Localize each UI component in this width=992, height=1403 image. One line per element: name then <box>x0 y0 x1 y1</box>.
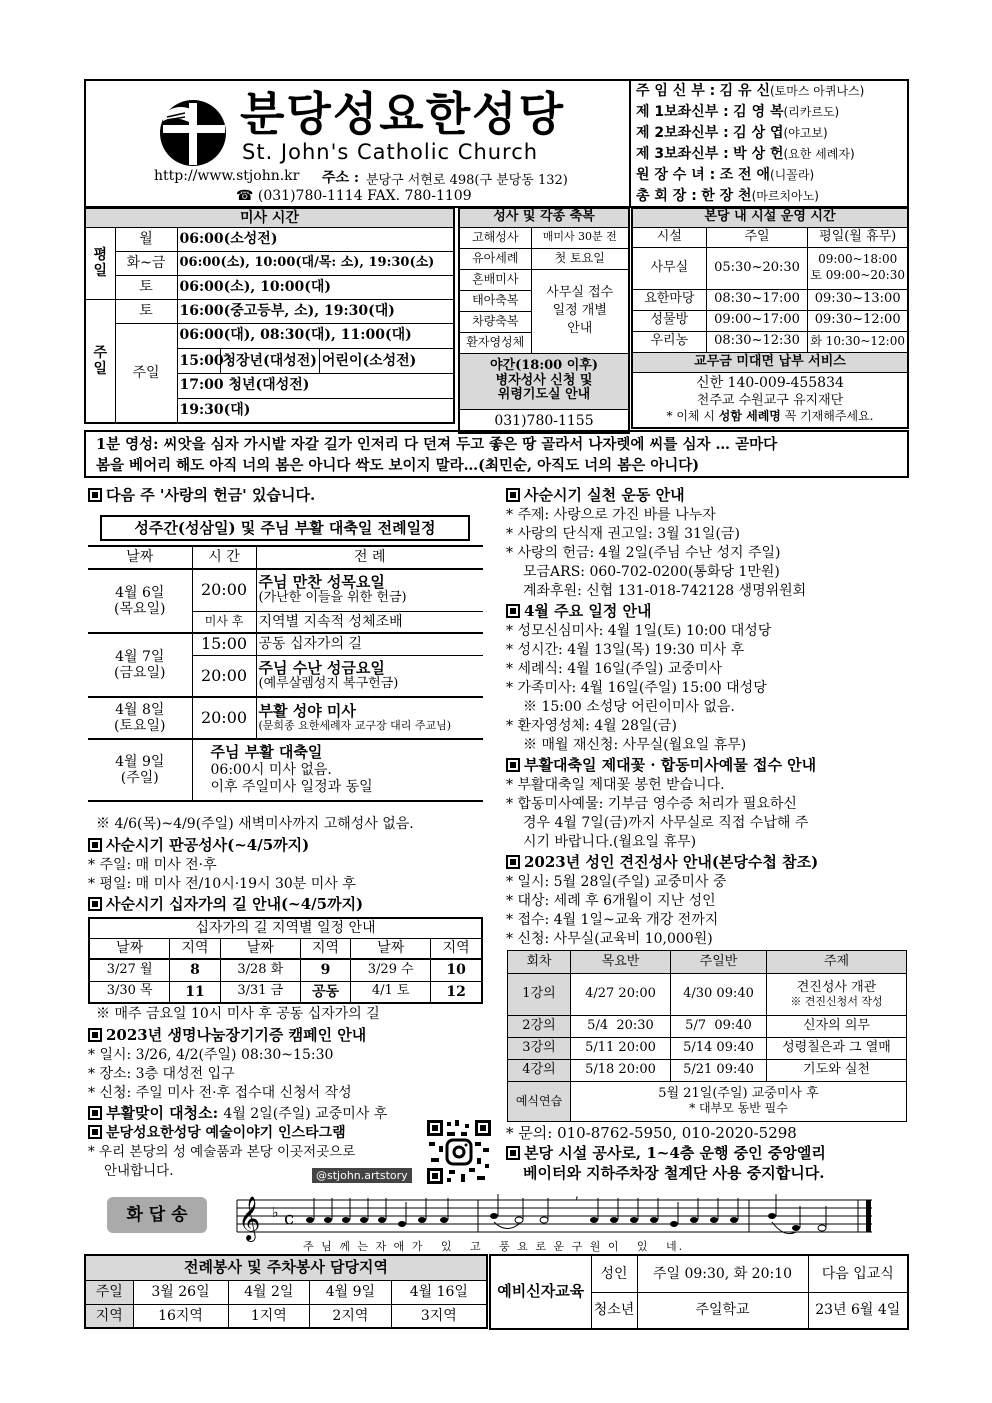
holy-date: 4월 9일 (주일) <box>88 739 192 801</box>
education-table <box>489 1254 909 1330</box>
spiritual-box <box>84 430 909 478</box>
service-cell: 2지역 <box>310 1304 392 1328</box>
sacrament-item: 고해성사 <box>459 227 531 248</box>
flower-line: * 부활대축일 제대꽃 봉헌 받습니다. <box>506 777 725 793</box>
conf-header: 목요반 <box>571 951 671 974</box>
facility-sun: 08:30~12:30 <box>706 331 808 352</box>
facility-name: 요한마당 <box>632 289 706 310</box>
cross-table <box>88 917 483 1004</box>
confirmation-line: * 일시: 5월 28일(주일) 교중미사 중 <box>506 874 727 890</box>
conf-cell: 견진성사 개관 ※ 견진신청서 작성 <box>767 974 907 1016</box>
section-icon <box>506 855 520 869</box>
section-icon <box>506 1146 520 1160</box>
church-title: 분당성요한성당 <box>240 87 566 141</box>
facility-week: 09:30~12:00 <box>808 310 908 331</box>
contact-line: * 문의: 010-8762-5950, 010-2020-5298 <box>506 1124 797 1142</box>
section-icon <box>88 1028 102 1042</box>
facility-week: 화 10:30~12:00 <box>808 331 908 352</box>
organ-line: * 신청: 주일 미사 전·후 접수대 신청서 작성 <box>88 1085 352 1101</box>
svg-text:♭: ♭ <box>272 1205 279 1221</box>
qr-code-icon[interactable] <box>425 1118 493 1186</box>
day-cell: 월 <box>115 227 177 251</box>
section-icon <box>88 488 102 502</box>
edu-cell: 23년 6월 4일 <box>808 1292 908 1329</box>
svg-text:c: c <box>284 1208 295 1229</box>
section-icon <box>88 897 102 911</box>
staff-row: 총 회 장 : 한 장 천(마르치아노) <box>636 188 819 204</box>
notice-title: 본당 시설 공사로, 1~4층 운행 중인 중앙엘리 <box>506 1144 826 1163</box>
sacrament-detail: 매미사 30분 전 <box>531 227 629 248</box>
staff-row: 제 3보좌신부 : 박 상 헌(요한 세례자) <box>636 146 855 162</box>
sacrament-item: 태아축복 <box>459 290 531 311</box>
cross-title: 사순시기 십자가의 길 안내(~4/5까지) <box>88 895 363 914</box>
confirmation-title: 2023년 성인 견진성사 안내(본당수첩 참조) <box>506 853 818 872</box>
staff-row: 제 2보좌신부 : 김 상 엽(야고보) <box>636 125 828 141</box>
organ-title: 2023년 생명나눔장기기증 캠페인 안내 <box>88 1026 366 1045</box>
april-line: ※ 15:00 소성당 어린이미사 없음. <box>523 699 735 715</box>
service-title: 전례봉사 및 주차봉사 담당지역 <box>85 1255 487 1280</box>
church-subtitle: St. John's Catholic Church <box>242 140 539 164</box>
time-cell: 16:00(중고등부, 소), 19:30(대) <box>177 299 454 323</box>
confirmation-line: * 대상: 세례 후 6개월이 지난 성인 <box>506 893 716 909</box>
flower-line: * 합동미사예물: 기부금 영수증 처리가 필요하신 <box>506 796 797 812</box>
lent-line: * 사랑의 헌금: 4월 2일(주님 수난 성지 주일) <box>506 545 781 561</box>
service-cell: 지역 <box>85 1304 133 1328</box>
holy-liturgy: 주님 수난 성금요일 (예루살렘성지 복구헌금) <box>256 655 483 697</box>
holy-time: 20:00 <box>192 697 256 739</box>
svg-text:,: , <box>575 1190 579 1201</box>
cross-cell: 10 <box>431 959 482 981</box>
lent-line: * 사랑의 단식재 권고일: 3월 31일(금) <box>506 526 740 542</box>
cross-sub: 십자가의 길 지역별 일정 안내 <box>89 918 482 938</box>
edu-cell: 청소년 <box>591 1292 637 1329</box>
facilities-title: 본당 내 시설 운영 시간 <box>632 208 908 227</box>
holy-header: 시 간 <box>192 546 256 569</box>
organ-line: * 장소: 3층 대성전 입구 <box>88 1066 235 1082</box>
mass-title: 미사 시간 <box>85 208 454 227</box>
url-link[interactable]: http://www.stjohn.kr <box>154 168 300 184</box>
svg-text:𝄞: 𝄞 <box>238 1196 261 1240</box>
confirmation-line: * 접수: 4월 1일~교육 개강 전까지 <box>506 912 719 928</box>
april-line: * 성시간: 4월 13일(목) 19:30 미사 후 <box>506 642 745 658</box>
service-cell: 주일 <box>85 1280 133 1304</box>
staff-row: 원 장 수 녀 : 조 전 애(니꼴라) <box>636 167 815 183</box>
donation-note: * 이체 시 성함 세례명 꼭 기재해주세요. <box>666 409 874 424</box>
holy-week-title: 성주간(성삼일) 및 주님 부활 대축일 전례일정 <box>100 515 470 541</box>
cross-header: 지역 <box>170 938 220 959</box>
holy-time: 15:00 <box>192 633 256 655</box>
conf-header: 회차 <box>508 951 571 974</box>
time-cell: 06:00(소성전) <box>177 227 454 251</box>
holy-header: 날짜 <box>88 546 192 569</box>
easter-cleaning: 부활맞이 대청소: 4월 2일(주일) 교중미사 후 <box>88 1104 387 1124</box>
time-cell: 19:30(대) <box>177 398 454 423</box>
cross-header: 지역 <box>300 938 350 959</box>
address-label: 주소 : <box>322 170 360 186</box>
cross-cell: 8 <box>170 959 220 981</box>
conf-header: 주제 <box>767 951 907 974</box>
service-cell: 3지역 <box>391 1304 487 1328</box>
cross-cell: 3/28 화 <box>220 959 300 981</box>
conf-cell: 신자의 의무 <box>767 1016 907 1038</box>
time-cell: 15:00청장년(대성전) 어린이(소성전) <box>177 348 454 373</box>
service-cell: 1지역 <box>228 1304 310 1328</box>
service-cell: 4월 16일 <box>391 1280 487 1304</box>
facility-week: 09:30~13:00 <box>808 289 908 310</box>
flower-title: 부활대축일 제대꽃 · 합동미사예물 접수 안내 <box>506 756 816 775</box>
donation-info <box>632 372 908 428</box>
holy-header: 전 례 <box>256 546 483 569</box>
april-line: * 환자영성체: 4월 28일(금) <box>506 718 677 734</box>
conf-cell: 2강의 <box>508 1016 571 1038</box>
conf-cell: 1강의 <box>508 974 571 1016</box>
conf-cell: 3강의 <box>508 1038 571 1060</box>
cross-cell: 3/27 월 <box>89 959 170 981</box>
sacraments-table <box>458 207 630 434</box>
holy-time: 미사 후 <box>192 611 256 633</box>
cross-cell: 공동 <box>300 981 350 1003</box>
flower-line: 시기 바랍니다.(월요일 휴무) <box>523 834 697 850</box>
church-logo-icon <box>155 95 230 170</box>
day-cell: 토 <box>115 299 177 323</box>
facility-sun: 09:00~17:00 <box>706 310 808 331</box>
conf-cell: 4/30 09:40 <box>671 974 767 1016</box>
holy-date: 4월 7일 (금요일) <box>88 633 192 697</box>
sacrament-detail: 사무실 접수 일정 개별 안내 <box>531 269 629 353</box>
cross-cell: 3/30 목 <box>89 981 170 1003</box>
holy-week-table <box>88 545 483 802</box>
staff-row: 제 1보좌신부 : 김 영 복(리카르도) <box>636 104 840 120</box>
cross-cell: 12 <box>431 981 482 1003</box>
conf-cell: 4강의 <box>508 1060 571 1082</box>
cross-note: ※ 매주 금요일 10시 미사 후 공동 십자가의 길 <box>96 1006 380 1022</box>
address: 분당구 서현로 498(구 분당동 132) <box>366 173 568 188</box>
time-cell: 17:00 청년(대성전) <box>177 373 454 398</box>
bank-account: 신한 140-009-455834 <box>696 375 844 392</box>
time-cell: 06:00(소), 10:00(대) <box>177 275 454 299</box>
section-icon <box>88 1106 102 1120</box>
insta-handle[interactable]: @stjohn.artstory <box>312 1168 412 1183</box>
cross-header: 날짜 <box>220 938 300 959</box>
holy-time: 20:00 <box>192 569 256 611</box>
cross-cell: 11 <box>170 981 220 1003</box>
facility-header: 주일 <box>706 227 808 247</box>
weekday-label: 평 일 <box>85 227 115 299</box>
hymn-lyrics: 주 님 께 는 자 애 가 있 고 풍 요 로 운 구 원 이 있 네. <box>303 1240 685 1253</box>
insta-line: 안내합니다. <box>104 1163 174 1179</box>
facility-header: 시설 <box>632 227 706 247</box>
love-offering: 다음 주 '사랑의 헌금' 있습니다. <box>88 486 315 505</box>
holy-time: 20:00 <box>192 655 256 697</box>
confession-title: 사순시기 판공성사(~4/5까지) <box>88 836 309 855</box>
sunday-label: 주 일 <box>85 299 115 423</box>
header-divider <box>629 79 631 208</box>
section-icon <box>88 1125 102 1139</box>
facility-name: 성물방 <box>632 310 706 331</box>
holy-liturgy: 지역별 지속적 성체조배 <box>256 611 483 633</box>
conf-cell: 5/7 09:40 <box>671 1016 767 1038</box>
notice-line: 베이터와 지하주차장 철계단 사용 중지합니다. <box>523 1164 825 1182</box>
facility-sun: 08:30~17:00 <box>706 289 808 310</box>
flower-line: 경우 4월 7일(금)까지 사무실로 직접 수납해 주 <box>523 815 809 831</box>
day-cell: 주일 <box>115 323 177 423</box>
night-sick-info: 야간(18:00 이후) 병자성사 신청 및 위령기도실 안내 <box>459 353 629 409</box>
lent-line: 모금ARS: 060-702-0200(통화당 1만원) <box>523 564 780 580</box>
holy-date: 4월 8일 (토요일) <box>88 697 192 739</box>
holy-date: 4월 6일 (목요일) <box>88 569 192 633</box>
sacrament-item: 환자영성체 <box>459 332 531 353</box>
sacrament-item: 유아세례 <box>459 248 531 269</box>
day-cell: 토 <box>115 275 177 299</box>
holy-liturgy: 부활 성야 미사 (문희종 요한세례자 교구장 대리 주교님) <box>256 697 483 739</box>
facility-sun: 05:30~20:30 <box>706 247 808 289</box>
holy-liturgy: 주님 부활 대축일 06:00시 미사 없음. 이후 주일미사 일정과 동일 <box>192 739 483 801</box>
cross-header: 날짜 <box>351 938 431 959</box>
section-icon <box>506 758 520 772</box>
april-title: 4월 주요 일정 안내 <box>506 602 652 621</box>
organ-line: * 일시: 3/26, 4/2(주일) 08:30~15:30 <box>88 1047 334 1063</box>
insta-line: * 우리 본당의 성 예술품과 본당 이곳저곳으로 <box>88 1144 356 1160</box>
edu-cell: 성인 <box>591 1255 637 1292</box>
conf-cell: 기도와 실천 <box>767 1060 907 1082</box>
conf-header: 주일반 <box>671 951 767 974</box>
edu-cell: 주일학교 <box>637 1292 808 1329</box>
section-icon <box>88 838 102 852</box>
hymn-label: 화 답 송 <box>107 1197 207 1233</box>
conf-cell: 4/27 20:00 <box>571 974 671 1016</box>
conf-cell: 5/18 20:00 <box>571 1060 671 1082</box>
service-cell: 3월 26일 <box>133 1280 228 1304</box>
lent-line: 계좌후원: 신협 131-018-742128 생명위원회 <box>523 583 807 599</box>
facility-header: 평일(월 휴무) <box>808 227 908 247</box>
service-cell: 16지역 <box>133 1304 228 1328</box>
april-line: * 가족미사: 4월 16일(주일) 15:00 대성당 <box>506 680 767 696</box>
facility-name: 사무실 <box>632 247 706 289</box>
cross-cell: 9 <box>300 959 350 981</box>
service-table <box>84 1254 488 1329</box>
cross-cell: 4/1 토 <box>351 981 431 1003</box>
confirmation-table <box>507 950 907 1122</box>
april-line: * 성모신심미사: 4월 1일(토) 10:00 대성당 <box>506 623 772 639</box>
service-cell: 4월 2일 <box>228 1280 310 1304</box>
confession-line: * 주일: 매 미사 전·후 <box>88 857 217 873</box>
holy-liturgy: 공동 십자가의 길 <box>256 633 483 655</box>
facility-name: 우리농 <box>632 331 706 352</box>
facilities-table <box>631 207 909 429</box>
staff-list <box>636 81 908 207</box>
section-icon <box>506 604 520 618</box>
april-line: * 세례식: 4월 16일(주일) 교중미사 <box>506 661 722 677</box>
night-phone: 031)780-1155 <box>459 409 629 433</box>
phone-fax: ☎ (031)780-1114 FAX. 780-1109 <box>236 188 472 204</box>
sacrament-item: 차량축복 <box>459 311 531 332</box>
mass-table <box>84 207 455 424</box>
cross-cell: 3/31 금 <box>220 981 300 1003</box>
edu-cell: 다음 입교식 <box>808 1255 908 1292</box>
insta-title: 분당성요한성당 예술이야기 인스타그램 <box>88 1124 346 1143</box>
holy-note: ※ 4/6(목)~4/9(주일) 새벽미사까지 고해성사 없음. <box>96 816 414 832</box>
lent-line: * 주제: 사랑으로 가진 바를 나누자 <box>506 507 716 523</box>
confirmation-line: * 신청: 사무실(교육비 10,000원) <box>506 931 713 947</box>
conf-cell: 성령칠은과 그 열매 <box>767 1038 907 1060</box>
cross-header: 지역 <box>431 938 482 959</box>
conf-cell: 예식연습 <box>508 1082 571 1122</box>
time-cell: 06:00(대), 08:30(대), 11:00(대) <box>177 323 454 348</box>
service-cell: 4월 9일 <box>310 1280 392 1304</box>
lent-title: 사순시기 실천 운동 안내 <box>506 486 685 505</box>
conf-cell: 5/14 09:40 <box>671 1038 767 1060</box>
donation-title: 교무금 미대면 납부 서비스 <box>632 352 908 372</box>
cross-header: 날짜 <box>89 938 170 959</box>
conf-cell: 5월 21일(주일) 교중미사 후 * 대부모 동반 필수 <box>571 1082 907 1122</box>
conf-cell: 5/11 20:00 <box>571 1038 671 1060</box>
sacrament-detail: 첫 토요일 <box>531 248 629 269</box>
sacraments-title: 성사 및 각종 축복 <box>459 208 629 227</box>
facility-week: 09:00~18:00 토 09:00~20:30 <box>808 247 908 289</box>
account-holder: 천주교 수원교구 유지재단 <box>696 392 844 408</box>
section-icon <box>506 488 520 502</box>
sacrament-item: 혼배미사 <box>459 269 531 290</box>
confession-line: * 평일: 매 미사 전/10시·19시 30분 미사 후 <box>88 876 356 892</box>
april-line: ※ 매월 재신청: 사무실(월요일 휴무) <box>523 737 747 753</box>
edu-label: 예비신자교육 <box>490 1255 591 1329</box>
spiritual-line: 1분 영성: 씨앗을 심자 가시밭 자갈 길가 인저리 다 던져 두고 좋은 땅 골라서 나자렛에 씨를 심자 … 곧마다 <box>96 436 778 453</box>
conf-cell: 5/21 09:40 <box>671 1060 767 1082</box>
staff-row: 주 임 신 부 : 김 유 신(토마스 아퀴나스) <box>636 83 865 99</box>
day-cell: 화~금 <box>115 251 177 275</box>
conf-cell: 5/4 20:30 <box>571 1016 671 1038</box>
holy-liturgy: 주님 만찬 성목요일 (가난한 이들을 위한 헌금) <box>256 569 483 611</box>
cross-cell: 3/29 수 <box>351 959 431 981</box>
time-cell: 06:00(소), 10:00(대/목: 소), 19:30(소) <box>177 251 454 275</box>
spiritual-line: 봄을 베어리 해도 아직 너의 봄은 아니다 싹도 보이지 말라…(최민순, 아직도 너의 봄은 아니다) <box>96 457 700 474</box>
edu-cell: 주일 09:30, 화 20:10 <box>637 1255 808 1292</box>
